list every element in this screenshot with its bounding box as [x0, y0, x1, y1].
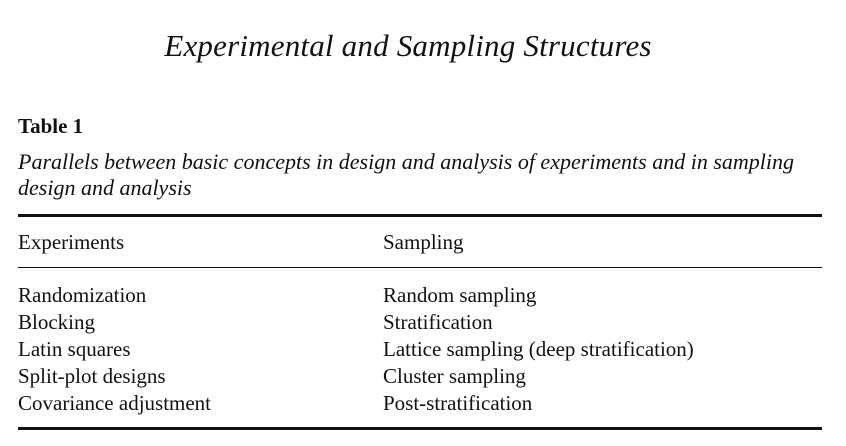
cell-experiments: Latin squares [18, 337, 131, 361]
table-row [18, 336, 822, 363]
section-title: Experimental and Sampling Structures [164, 28, 652, 63]
table-row [18, 363, 822, 390]
table-label: Table 1 [18, 114, 84, 138]
cell-sampling: Stratification [383, 310, 493, 334]
cell-sampling: Post-stratification [383, 391, 533, 415]
table-row [18, 309, 822, 336]
column-header-experiments: Experiments [18, 230, 125, 254]
table-row [18, 390, 822, 417]
cell-experiments: Blocking [18, 310, 95, 334]
cell-sampling: Cluster sampling [383, 364, 526, 388]
cell-experiments: Split-plot designs [18, 364, 166, 388]
cell-sampling: Random sampling [383, 283, 537, 307]
table-bottom-rule [18, 427, 822, 430]
table-body [18, 282, 822, 417]
table-row [18, 282, 822, 309]
column-header-sampling: Sampling [383, 230, 464, 254]
table-caption: Parallels between basic concepts in design and analysis of experiments and in sampling design and analysis [18, 149, 795, 200]
cell-sampling: Lattice sampling (deep stratification) [383, 337, 694, 361]
cell-experiments: Randomization [18, 283, 147, 307]
cell-experiments: Covariance adjustment [18, 391, 212, 415]
table-header-rule [18, 267, 822, 268]
table-top-rule [18, 214, 822, 217]
